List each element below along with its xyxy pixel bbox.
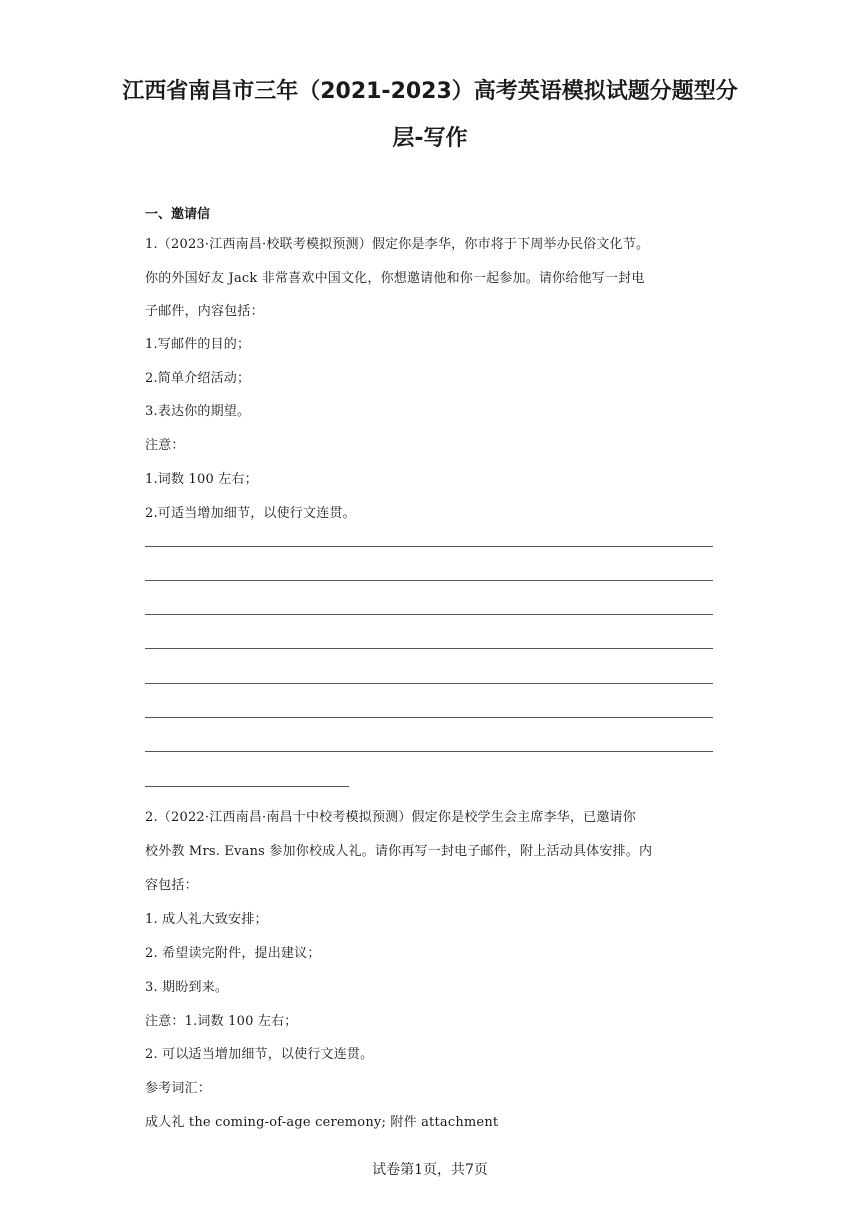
answer-line[interactable] [145, 614, 713, 615]
section-heading: 一、邀请信 [145, 207, 211, 222]
q2-text-line: 校外教 Mrs. Evans 参加你校成人礼。请你再写一封电子邮件，附上活动具体安排。内 [145, 844, 653, 859]
page-footer: 试卷第1页，共7页 [372, 1162, 488, 1178]
q1-text-line: 1.词数 100 左右； [145, 472, 258, 487]
q1-text-line: 2.简单介绍活动； [145, 371, 251, 386]
q1-text-line: 3.表达你的期望。 [145, 404, 251, 419]
answer-line[interactable] [145, 786, 349, 787]
answer-line[interactable] [145, 717, 713, 718]
q2-text-line: 2. 希望读完附件，提出建议； [145, 946, 321, 961]
answer-line[interactable] [145, 683, 713, 684]
q2-text-line: 2.（2022·江西南昌·南昌十中校考模拟预测）假定你是校学生会主席李华，已邀请你 [145, 810, 636, 825]
answer-line[interactable] [145, 580, 713, 581]
answer-line[interactable] [145, 648, 713, 649]
document-title-line-2: 层-写作 [392, 126, 468, 151]
q1-text-line: 你的外国好友 Jack 非常喜欢中国文化，你想邀请他和你一起参加。请你给他写一封电 [145, 271, 645, 286]
q1-text-line: 注意： [145, 438, 185, 453]
q1-text-line: 1.（2023·江西南昌·校联考模拟预测）假定你是李华，你市将于下周举办民俗文化节。 [145, 237, 650, 252]
answer-line[interactable] [145, 546, 713, 547]
q2-text-line: 成人礼 the coming-of-age ceremony; 附件 attachment [145, 1115, 499, 1130]
q2-text-line: 2. 可以适当增加细节，以使行文连贯。 [145, 1047, 374, 1062]
document-title-line-1: 江西省南昌市三年（2021-2023）高考英语模拟试题分题型分 [122, 79, 738, 104]
q2-text-line: 1. 成人礼大致安排； [145, 912, 268, 927]
q2-text-line: 3. 期盼到来。 [145, 980, 229, 995]
q1-text-line: 1.写邮件的目的； [145, 337, 251, 352]
q1-text-line: 子邮件，内容包括： [145, 304, 264, 319]
q2-text-line: 参考词汇： [145, 1081, 212, 1096]
q2-text-line: 注意：1.词数 100 左右； [145, 1014, 298, 1029]
q2-text-line: 容包括： [145, 878, 198, 893]
answer-line[interactable] [145, 751, 713, 752]
q1-text-line: 2.可适当增加细节，以使行文连贯。 [145, 506, 356, 521]
